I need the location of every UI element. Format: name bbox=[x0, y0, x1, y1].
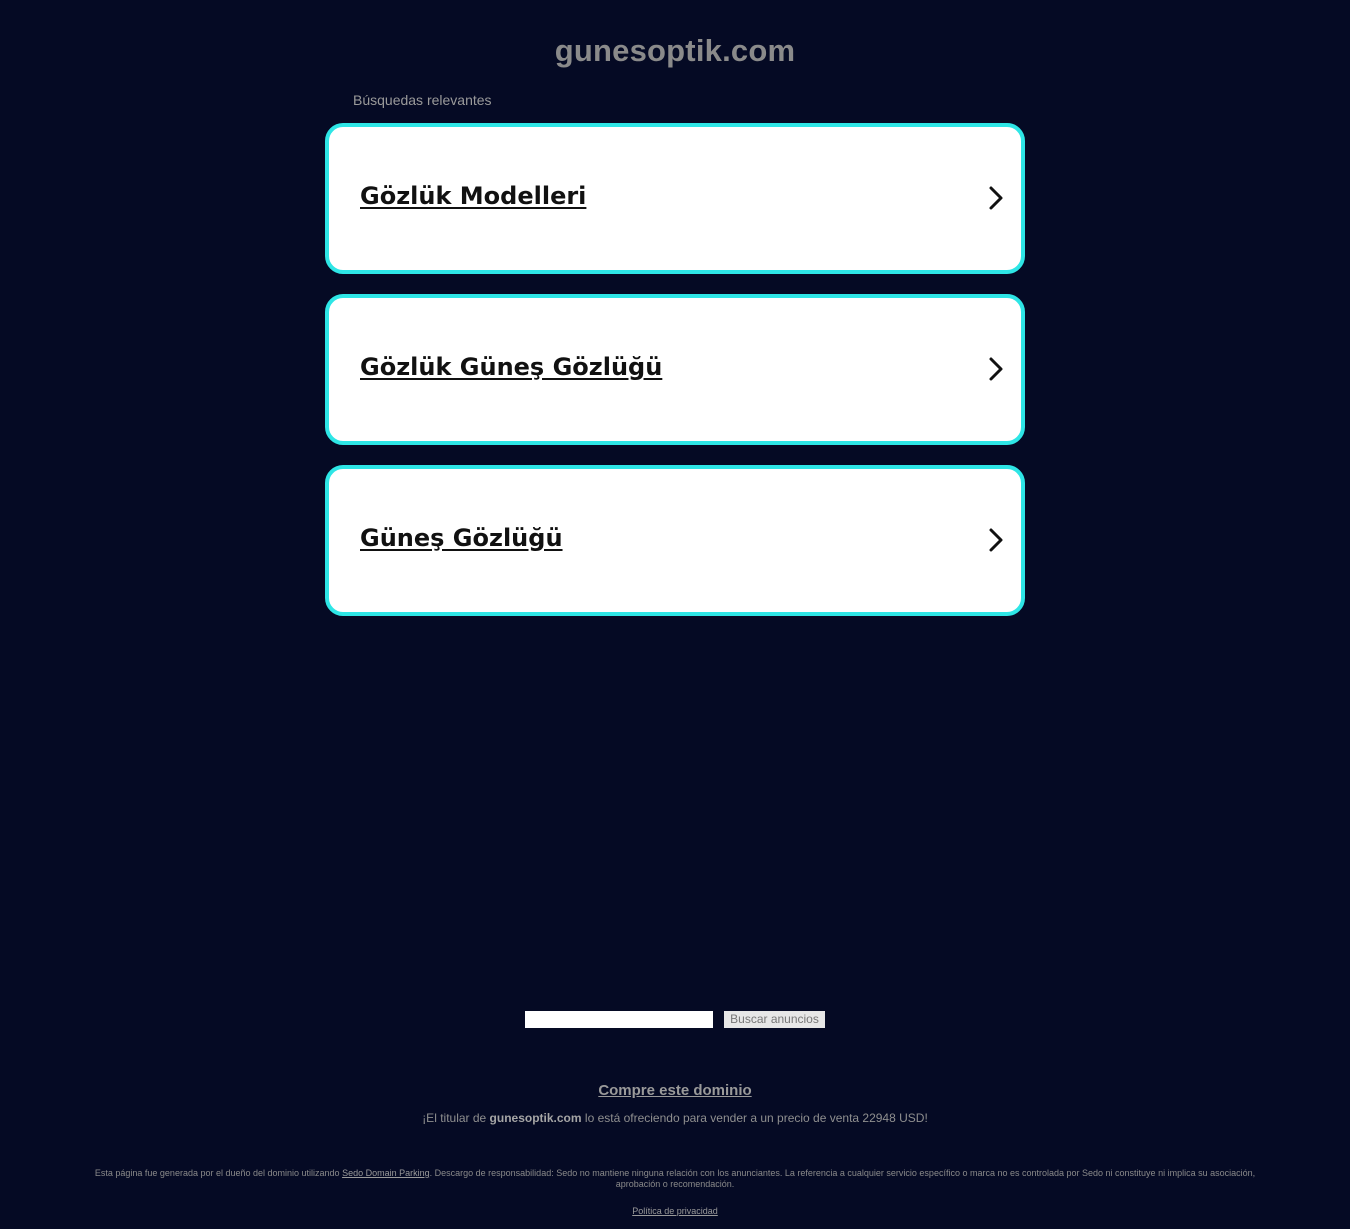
search-ads-button[interactable]: Buscar anuncios bbox=[724, 1011, 825, 1028]
privacy-policy-link[interactable]: Política de privacidad bbox=[632, 1206, 718, 1216]
related-search-link-1[interactable]: Gözlük Modelleri bbox=[360, 182, 587, 210]
related-search-card-2[interactable] bbox=[325, 294, 1025, 445]
buy-domain-section bbox=[0, 1082, 1350, 1099]
chevron-right-icon[interactable] bbox=[985, 185, 1007, 211]
sale-offer-prefix: ¡El titular de bbox=[422, 1111, 490, 1125]
related-search-card-3[interactable] bbox=[325, 465, 1025, 616]
sale-offer-suffix: lo está ofreciendo para vender a un precio de venta 22948 USD! bbox=[581, 1111, 928, 1125]
related-search-link-2[interactable]: Gözlük Güneş Gözlüğü bbox=[360, 353, 663, 381]
chevron-right-icon[interactable] bbox=[985, 356, 1007, 382]
sedo-parking-link[interactable]: Sedo Domain Parking bbox=[342, 1168, 430, 1178]
disclaimer-prefix: Esta página fue generada por el dueño del dominio utilizando bbox=[94, 1168, 343, 1178]
chevron-right-icon[interactable] bbox=[985, 527, 1007, 553]
ad-search-bar bbox=[525, 1011, 825, 1029]
related-search-card-1[interactable] bbox=[325, 123, 1025, 274]
domain-title: gunesoptik.com bbox=[554, 33, 796, 68]
buy-domain-link[interactable]: Compre este dominio bbox=[598, 1082, 752, 1099]
sale-offer-text bbox=[0, 1111, 1350, 1125]
search-input[interactable] bbox=[525, 1011, 713, 1028]
related-search-link-3[interactable]: Güneş Gözlüğü bbox=[360, 524, 563, 552]
related-searches-label: Búsquedas relevantes bbox=[353, 92, 492, 108]
sale-offer-domain: gunesoptik.com bbox=[489, 1111, 582, 1125]
disclaimer-text bbox=[75, 1168, 1275, 1190]
disclaimer-suffix: . Descargo de responsabilidad: Sedo no mantiene ninguna relación con los anunciantes. La referencia a cualquier servicio específico o marca no es controlada por Sedo ni constituye ni implica su asociación, aprobación o recomendación. bbox=[429, 1168, 1256, 1189]
privacy-section bbox=[0, 1206, 1350, 1216]
